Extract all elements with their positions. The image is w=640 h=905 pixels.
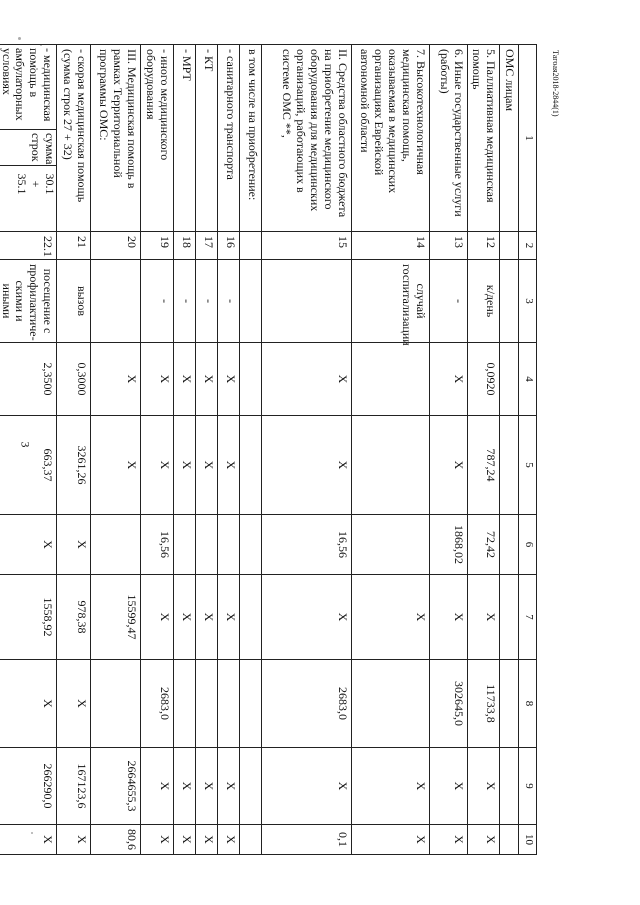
- row-name: 6. Иные государственные услуги (работы): [429, 45, 467, 232]
- row-unit: -: [429, 260, 467, 343]
- row-name: в том числе на приобретение:: [239, 45, 261, 232]
- row-c7: 15599,47: [91, 575, 141, 660]
- table-row: [351, 45, 429, 855]
- row-c4: [351, 343, 429, 416]
- data-table: [0, 44, 537, 855]
- row-unit: [91, 260, 141, 343]
- row-name: - КТ: [195, 45, 217, 232]
- row-c10: X: [467, 825, 500, 855]
- row-line: 19: [141, 232, 174, 260]
- row-c8: 2683,0: [261, 660, 351, 748]
- row-c5: X: [429, 416, 467, 515]
- row-c7: 1558,92: [0, 575, 57, 660]
- row-c10: X: [57, 825, 91, 855]
- sum-lines: [0, 165, 56, 199]
- row-c7: [500, 575, 519, 660]
- row-c8: [217, 660, 239, 748]
- row-c10: 80,6: [91, 825, 141, 855]
- row-c7: X: [351, 575, 429, 660]
- header-row: [519, 45, 537, 855]
- scan-speck: [18, 37, 21, 40]
- row-c7: [239, 575, 261, 660]
- row-line: 15: [261, 232, 351, 260]
- row-c4: X: [141, 343, 174, 416]
- table-row: [91, 45, 141, 855]
- row-c6: [195, 515, 217, 575]
- row-c7: 978,38: [57, 575, 91, 660]
- row-line: 21: [57, 232, 91, 260]
- row-name: - скорая медицинская помощь (сумма строк 27 + 32): [57, 45, 91, 232]
- row-c5: X: [141, 416, 174, 515]
- row-c10: 0,1: [261, 825, 351, 855]
- row-c7: X: [467, 575, 500, 660]
- row-name: II. Средства областного бюджета на приобретение медицинского оборудования для медицинских организаций, работающих в системе ОМС **,: [261, 45, 351, 232]
- header-col-6: 6: [519, 515, 537, 575]
- row-line: 22.1: [0, 232, 57, 260]
- table-row: [467, 45, 500, 855]
- row-c10: [500, 825, 519, 855]
- row-unit: [239, 260, 261, 343]
- row-c7: X: [173, 575, 195, 660]
- row-c6: [239, 515, 261, 575]
- row-c4: 2,3500: [0, 343, 57, 416]
- row-c8: X: [57, 660, 91, 748]
- row-c9: X: [195, 748, 217, 825]
- row-c6: 16,56: [261, 515, 351, 575]
- row-unit: вызов: [57, 260, 91, 343]
- header-col-5: 5: [519, 416, 537, 515]
- row-line: 18: [173, 232, 195, 260]
- row-c4: X: [195, 343, 217, 416]
- row-unit: -: [173, 260, 195, 343]
- row-c10: X: [217, 825, 239, 855]
- row-unit: -: [217, 260, 239, 343]
- row-c9: 266290,0: [0, 748, 57, 825]
- table-row: [239, 45, 261, 855]
- row-c8: [195, 660, 217, 748]
- row-c9: X: [217, 748, 239, 825]
- row-c7: X: [429, 575, 467, 660]
- row-c8: [173, 660, 195, 748]
- row-c6: 72,42: [467, 515, 500, 575]
- row-c4: X: [173, 343, 195, 416]
- row-c7: X: [195, 575, 217, 660]
- row-c8: X: [0, 660, 57, 748]
- row-c5: [351, 416, 429, 515]
- header-col-2: 2: [519, 232, 537, 260]
- row-unit: [261, 260, 351, 343]
- row-c9: X: [141, 748, 174, 825]
- row-unit: случай госпитализации: [351, 260, 429, 343]
- table-row: [195, 45, 217, 855]
- row-c9: X: [351, 748, 429, 825]
- row-c6: 1868,02: [429, 515, 467, 575]
- sum-line-b: 35.1: [15, 173, 30, 195]
- row-c8: [91, 660, 141, 748]
- row-unit: -: [195, 260, 217, 343]
- row-c10: X: [429, 825, 467, 855]
- header-col-3: 3: [519, 260, 537, 343]
- row-c8: 302645,0: [429, 660, 467, 748]
- row-c4: [500, 343, 519, 416]
- row-c4: X: [261, 343, 351, 416]
- row-c7: X: [141, 575, 174, 660]
- row-c5: X: [173, 416, 195, 515]
- table-row: [261, 45, 351, 855]
- row-c10: X: [351, 825, 429, 855]
- page-number: 3: [18, 441, 33, 448]
- row-c5: 3261,26: [57, 416, 91, 515]
- rotated-table-sheet: [0, 44, 537, 854]
- row-name-split: [0, 45, 57, 232]
- table-row: [0, 45, 57, 855]
- sum-line-plus: +: [29, 180, 44, 188]
- row-c10: [239, 825, 261, 855]
- row-c5: [500, 416, 519, 515]
- row-c4: 0,0920: [467, 343, 500, 416]
- row-c4: [239, 343, 261, 416]
- row-c8: [500, 660, 519, 748]
- document-code: Тагоая2018-2844(1): [551, 50, 560, 117]
- row-unit: посещение с профилактиче-скими и иными: [0, 260, 57, 343]
- table-row: [429, 45, 467, 855]
- row-name: 5. Паллиативная медицинская помощь: [467, 45, 500, 232]
- header-col-4: 4: [519, 343, 537, 416]
- row-unit: -: [141, 260, 174, 343]
- row-c5: X: [91, 416, 141, 515]
- row-line: 20: [91, 232, 141, 260]
- table-row: [500, 45, 519, 855]
- row-line: 16: [217, 232, 239, 260]
- table-row: [217, 45, 239, 855]
- row-unit: к/день: [467, 260, 500, 343]
- header-col-7: 7: [519, 575, 537, 660]
- row-c6: [351, 515, 429, 575]
- row-c4: X: [217, 343, 239, 416]
- header-col-9: 9: [519, 748, 537, 825]
- row-c6: [91, 515, 141, 575]
- row-name: - санитарного транспорта: [217, 45, 239, 232]
- row-c8: [239, 660, 261, 748]
- row-c8: [351, 660, 429, 748]
- row-c5: X: [195, 416, 217, 515]
- row-c4: X: [91, 343, 141, 416]
- row-name: - МРТ: [173, 45, 195, 232]
- header-col-8: 8: [519, 660, 537, 748]
- row-c9: 2664655,3: [91, 748, 141, 825]
- row-c10: X: [141, 825, 174, 855]
- header-col-10: 10: [519, 825, 537, 855]
- row-c10: X: [195, 825, 217, 855]
- row-name: - медицинская помощь в амбулаторных условиях: [0, 48, 56, 122]
- row-c9: 167123,6: [57, 748, 91, 825]
- table-row: [173, 45, 195, 855]
- row-c7: X: [217, 575, 239, 660]
- row-c6: [500, 515, 519, 575]
- row-c6: [217, 515, 239, 575]
- row-c6: 16,56: [141, 515, 174, 575]
- row-line: [239, 232, 261, 260]
- row-c9: X: [173, 748, 195, 825]
- row-name: 7. Высокотехнологичная медицинская помощь, оказываемая в медицинских организациях Еврейской автономной области: [351, 45, 429, 232]
- row-line: 12: [467, 232, 500, 260]
- row-name: ОМС лицам: [500, 45, 519, 232]
- row-name: III. Медицинская помощь в рамках Территориальной программы ОМС:: [91, 45, 141, 232]
- row-c8: 11733,8: [467, 660, 500, 748]
- row-c9: X: [467, 748, 500, 825]
- row-line: 17: [195, 232, 217, 260]
- row-line: 13: [429, 232, 467, 260]
- row-line: [500, 232, 519, 260]
- row-c4: X: [429, 343, 467, 416]
- row-c5: [239, 416, 261, 515]
- table-row: [141, 45, 174, 855]
- header-col-1: 1: [519, 45, 537, 232]
- sum-line-a: 30.1: [43, 173, 58, 195]
- row-c9: X: [261, 748, 351, 825]
- row-c6: X: [0, 515, 57, 575]
- row-c5: X: [261, 416, 351, 515]
- row-c5: X: [217, 416, 239, 515]
- row-c8: 2683,0: [141, 660, 174, 748]
- row-line: 14: [351, 232, 429, 260]
- row-name: - иного медицинского оборудования: [141, 45, 174, 232]
- table-row: [57, 45, 91, 855]
- row-c6: [173, 515, 195, 575]
- row-c5: 787,24: [467, 416, 500, 515]
- row-c10: X: [0, 825, 57, 855]
- row-c9: X: [429, 748, 467, 825]
- row-c5: 663,37: [0, 416, 57, 515]
- row-c10: X: [173, 825, 195, 855]
- row-c6: X: [57, 515, 91, 575]
- row-c7: X: [261, 575, 351, 660]
- row-c9: [239, 748, 261, 825]
- row-unit: [500, 260, 519, 343]
- sum-label: сумма строк: [0, 129, 56, 165]
- row-c4: 0,3000: [57, 343, 91, 416]
- row-c9: [500, 748, 519, 825]
